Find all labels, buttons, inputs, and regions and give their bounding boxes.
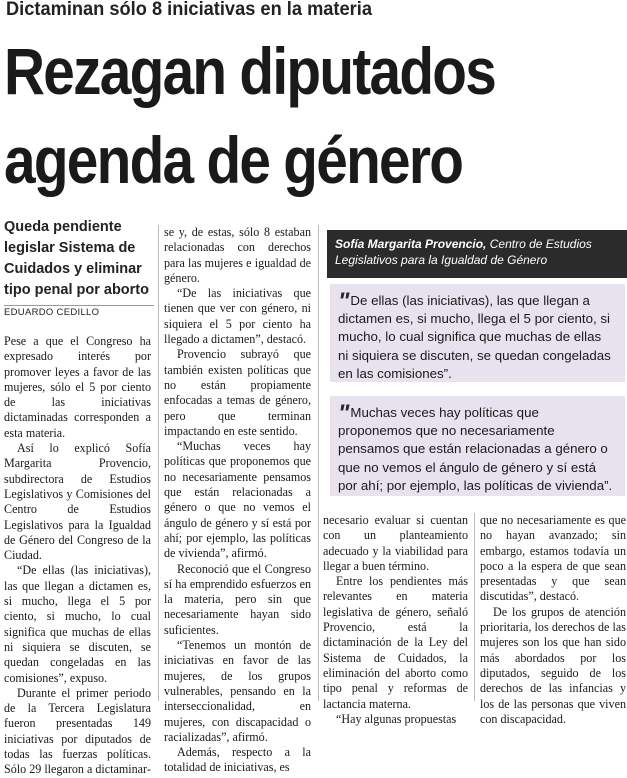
quote-mark-icon: "	[338, 400, 347, 427]
headline-line-2: agenda de género	[4, 123, 463, 197]
paragraph: Además, respecto a la totalidad de iniciativas, es	[164, 745, 311, 775]
pull-quote-text: De ellas (las iniciativas), las que llegan a dictamen es, si mucho, llega el 5 por ciento, si mucho, lo cual significa que muchas de ellas ni siquiera se discuten, se quedan congeladas en las comisiones”.	[338, 293, 611, 381]
paragraph: necesario evaluar si cuentan con un planteamiento adecuado y la viabilidad para llegar a buen término.	[323, 513, 468, 573]
sidebar-header	[327, 230, 627, 278]
pull-quote-2	[330, 396, 625, 496]
paragraph: se y, de estas, sólo 8 estaban relacionadas con derechos para las mujeres e igualdad de género.	[164, 225, 311, 285]
paragraph: Provencio subrayó que también existen políticas que no están propiamente enfocadas a temas de género, pero que terminan impactando en este sentido.	[164, 347, 311, 438]
pull-quote-1	[330, 284, 625, 382]
paragraph: Entre los pendientes más relevantes en materia legislativa de género, señaló Provencio, está la dictaminación de la Ley del Sistema de Cuidados, la eliminación del aborto como tipo penal y reformas de lactancia materna.	[323, 574, 468, 711]
column-divider	[474, 513, 475, 701]
byline: EDUARDO CEDILLO	[4, 305, 154, 319]
quote-mark-icon: "	[338, 288, 347, 315]
paragraph: que no necesariamente es que no hayan avanzado; sin embargo, estamos todavía un poco a la espera de que sean presentadas y que sean discutidas”, destacó.	[480, 513, 626, 604]
sidebar-title: Centro de Estudios Legislativos para la Igualdad de Género	[335, 237, 592, 267]
paragraph: Pese a que el Congreso ha expresado interés por promover leyes a favor de las mujeres, sólo el 5 por ciento de las iniciativas dictaminadas corresponden a esta materia.	[4, 334, 151, 440]
paragraph: Durante el primer periodo de la Tercera Legislatura fueron presentadas 149 iniciativas por diputados de todas las fuerzas políticas. Sólo 29 llegaron a dictaminar-	[4, 685, 151, 777]
paragraph: “Hay algunas propuestas	[336, 711, 457, 726]
pull-quote-text: Muchas veces hay políticas que proponemos que no necesariamente pensamos que están relacionadas a género o que no vemos el ángulo de género y sí está por ahí; por ejemplo, las políticas de vivienda”.	[338, 405, 613, 493]
column-divider	[318, 225, 319, 701]
paragraph: “De las iniciativas que tienen que ver con género, ni siquiera el 5 por ciento ha llegado a dictamen”, destacó.	[164, 286, 311, 347]
article-column-2	[164, 225, 311, 776]
paragraph: Reconoció que el Congreso sí ha emprendido esfuerzos en la materia, pero sin que necesariamente hayan sido suficientes.	[164, 561, 311, 637]
kicker: Dictaminan sólo 8 iniciativas en la materia	[6, 0, 372, 20]
paragraph: “Tenemos un montón de iniciativas en favor de las mujeres, de los grupos vulnerables, pensando en la interseccionalidad, en mujeres, con discapacidad o racializadas”, afirmó.	[164, 638, 311, 744]
article-column-4	[480, 513, 626, 727]
article-column-1	[4, 334, 151, 778]
paragraph: “De ellas (las iniciativas), las que llegan a dictamen es, si mucho, llega el 5 por ciento, si mucho, lo cual significa que muchas de ellas ni siquiera se discuten, se quedan congeladas en las comisiones”, expuso.	[4, 563, 151, 685]
paragraph: Así lo explicó Sofía Margarita Provencio, subdirectora de Estudios Legislativos y Comisiones del Centro de Estudios Legislativos para la Igualdad de Género del Congreso de la Ciudad.	[4, 441, 151, 563]
headline-line-1: Rezagan diputados	[4, 34, 496, 108]
paragraph: “Muchas veces hay políticas que proponemos que no necesariamente pensamos que están relacionadas a género o que no vemos el ángulo de género y sí está por ahí; por ejemplo, las políticas de vivienda”, afirmó.	[164, 439, 311, 561]
paragraph: De los grupos de atención prioritaria, los derechos de las mujeres son los que han sido más abordados por los diputados, seguido de los derechos de las infancias y los de las personas que viven con discapacidad.	[480, 604, 626, 726]
sidebar-name: Sofía Margarita Provencio,	[335, 237, 487, 251]
article-column-3	[323, 513, 468, 727]
deck: Queda pendiente legislar Sistema de Cuidados y eliminar tipo penal por aborto	[4, 219, 149, 298]
column-divider	[158, 225, 159, 701]
